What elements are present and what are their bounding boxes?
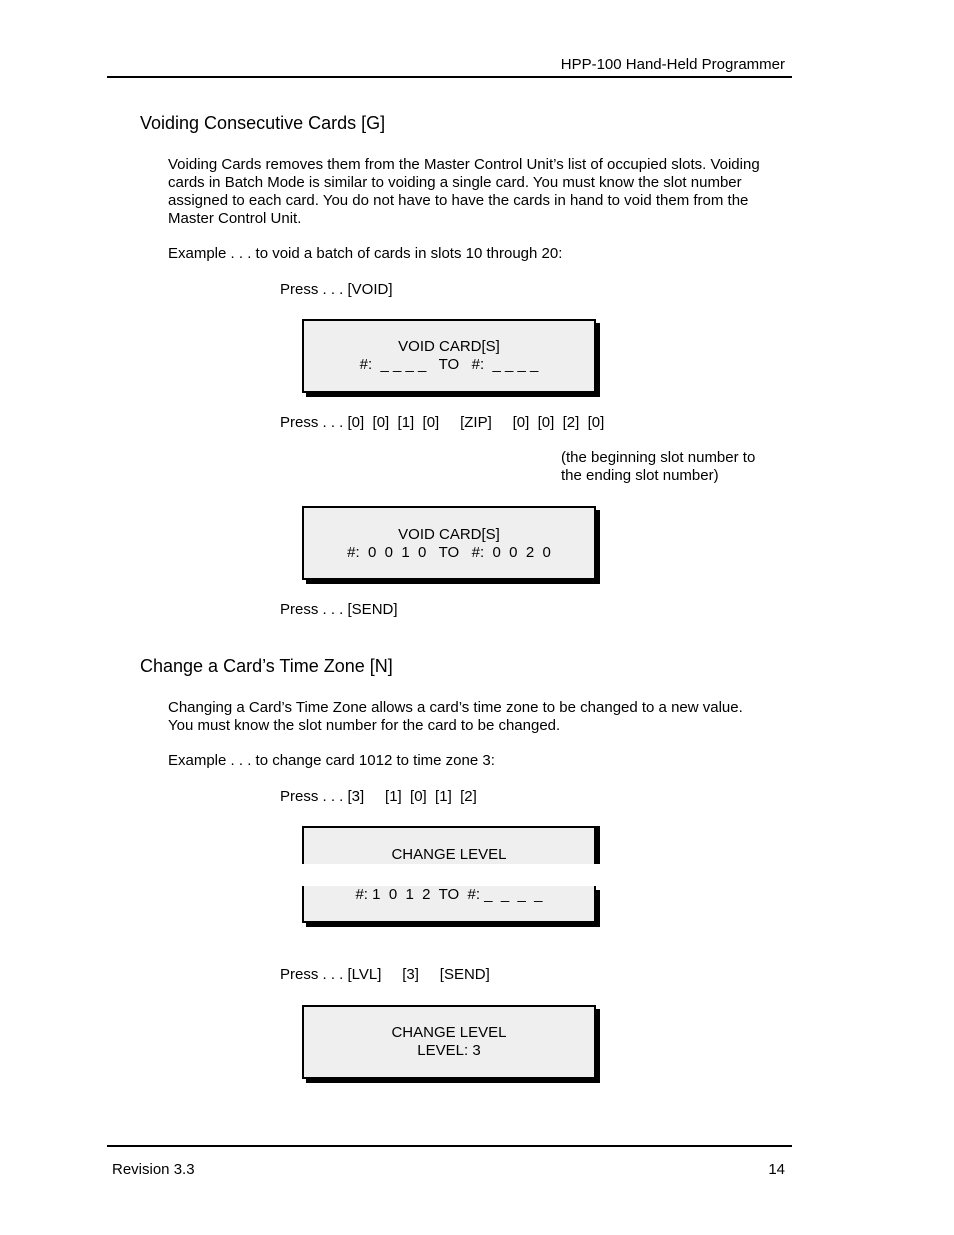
voiding-example-text: Example . . . to void a batch of cards in slots 10 through 20: [168,245,563,262]
lcd-line-1: VOID CARD[S] [398,526,500,543]
section-heading-time-zone: Change a Card’s Time Zone [N] [140,656,393,676]
paragraph-line: assigned to each card. You do not have to have the cards in hand to void them from the [168,192,749,209]
time-zone-example-text: Example . . . to change card 1012 to time zone 3: [168,752,495,769]
press-void-instruction: Press . . . [VOID] [280,281,393,298]
press-level-instruction: Press . . . [LVL] [3] [SEND] [280,966,490,983]
running-header-title: HPP-100 Hand-Held Programmer [560,56,785,73]
lcd-display-change-level-bottom [302,886,596,923]
footer-page-number: 14 [768,1161,785,1178]
lcd-line-2: #: _ _ _ _ TO #: _ _ _ _ [359,356,539,373]
press-slot-range-instruction: Press . . . [0] [0] [1] [0] [ZIP] [0] [0] [2] [0] [280,414,605,431]
time-zone-intro-paragraph [168,699,743,735]
paragraph-line: You must know the slot number for the card to be changed. [168,717,561,734]
paragraph-line: Changing a Card’s Time Zone allows a card’s time zone to be changed to a new value. [168,699,743,716]
lcd-display-void-filled [302,506,596,580]
note-line: (the beginning slot number to [561,449,756,466]
note-line: the ending slot number) [561,467,719,484]
paragraph-line: cards in Batch Mode is similar to voiding a single card. You must know the slot number [168,174,742,191]
header-rule [107,76,792,78]
section-heading-voiding: Voiding Consecutive Cards [G] [140,113,386,133]
lcd-line-1: CHANGE LEVEL [391,1024,507,1041]
footer-revision: Revision 3.3 [112,1161,195,1178]
paragraph-line: Voiding Cards removes them from the Master Control Unit’s list of occupied slots. Voiding [168,156,760,173]
lcd-line-1: CHANGE LEVEL [391,846,507,863]
lcd-line-2: #: 1 0 1 2 TO #: _ _ _ _ [355,886,543,903]
voiding-intro-paragraph [168,156,760,228]
lcd-line-2: LEVEL: 3 [417,1042,481,1059]
lcd-line-1: VOID CARD[S] [398,338,500,355]
lcd-display-change-level-top [302,826,596,864]
footer-rule [107,1145,792,1147]
slot-range-note [561,449,755,485]
paragraph-line: Master Control Unit. [168,210,302,227]
lcd-display-change-level-result [302,1005,596,1079]
lcd-line-2: #: 0 0 1 0 TO #: 0 0 2 0 [347,544,551,561]
press-send-instruction: Press . . . [SEND] [280,601,398,618]
lcd-display-void-empty [302,319,596,393]
press-card-number-instruction: Press . . . [3] [1] [0] [1] [2] [280,788,477,805]
